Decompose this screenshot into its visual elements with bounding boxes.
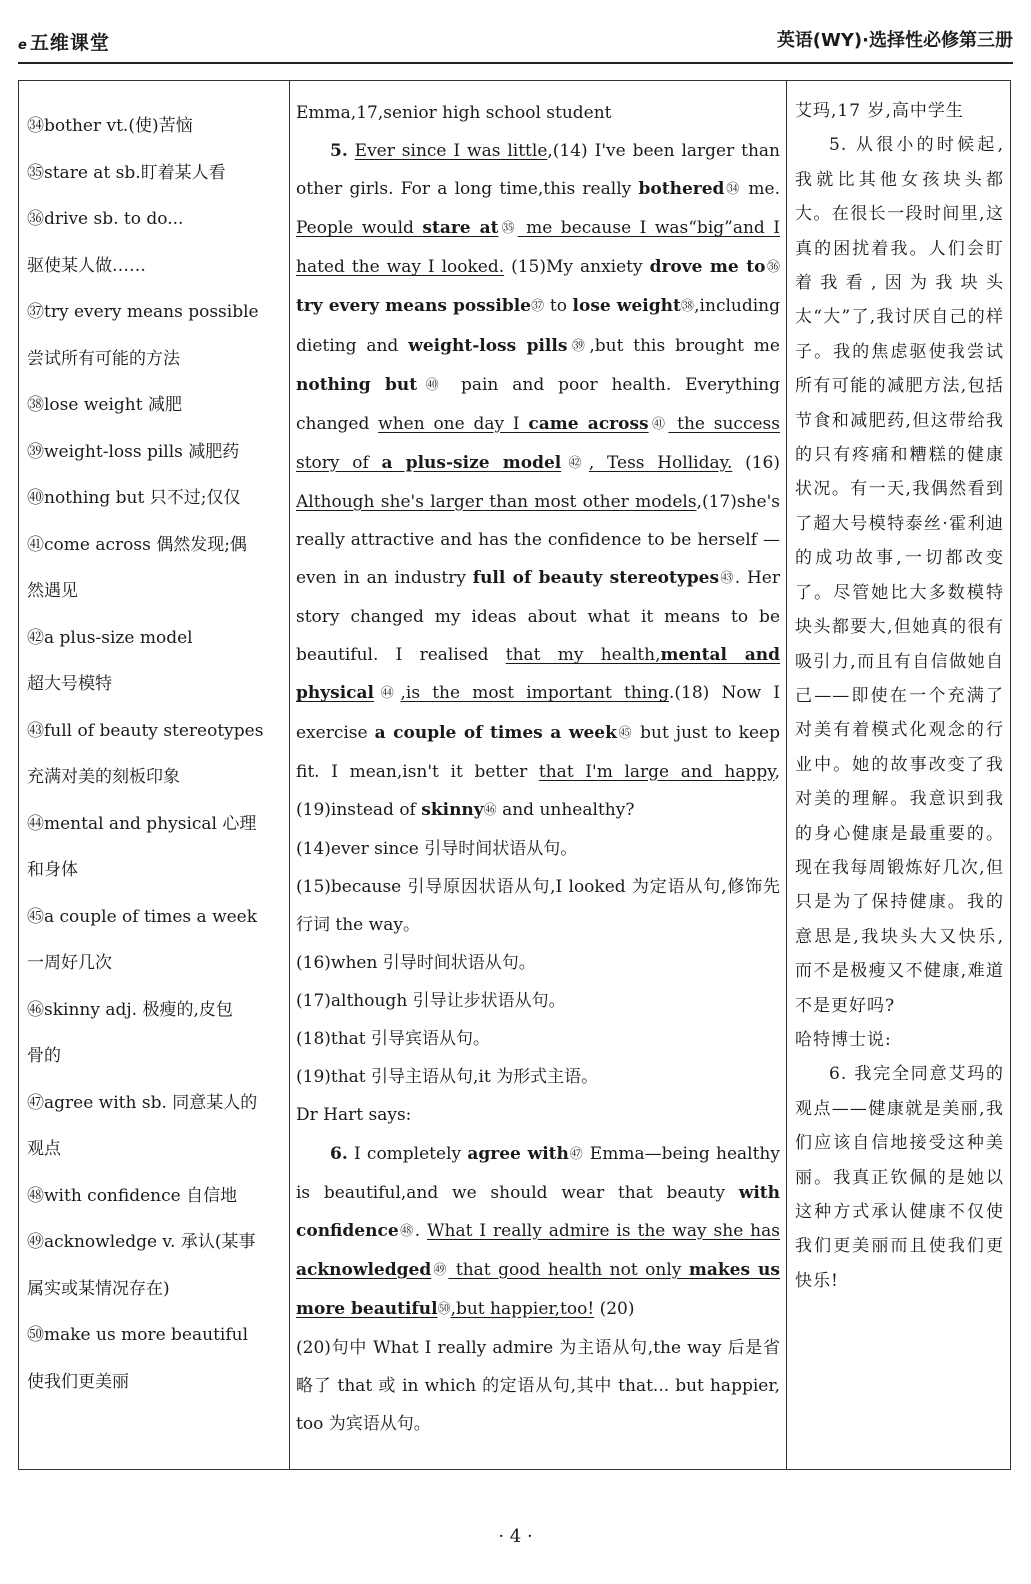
translation-paragraph-5: 5. 从很小的时候起,我就比其他女孩块头都大。在很长一段时间里,这真的困扰着我。人们会盯着我看,因为我块头太“大”了,我讨厌自己的样子。我的焦虑驱使我尝试所有可能的减肥方法,包括节食和减肥药,但这带给我的只有疼痛和糟糕的健康状况。有一天,我偶然看到了超大号模特泰丝·霍利迪的成功故事,一切都改变了。尽管她比大多数模特块头都要大,但她真的很有吸引力,而且有自信做她自己——即使在一个充满了对美有着模式化观念的行业中。她的故事改变了我对美的理解。我意识到我的身心健康是最重要的。现在我每周锻炼好几次,但只是为了保持健康。我的意思是,我块头大又快乐,而不是极瘦又不健康,难道不是更好吗? (795, 135, 1004, 1016)
text-run: that I'm large and happy (538, 761, 775, 782)
vocab-line: ㊱drive sb. to do... (27, 209, 184, 229)
text-run: a plus-size model (381, 452, 562, 473)
paragraph-6 (296, 1135, 780, 1329)
vocab-line: 充满对美的刻板印象 (27, 767, 180, 787)
vocab-ref-marker: ㊱ (765, 260, 780, 276)
vocab-ref-marker: ㊻ (483, 802, 497, 818)
vocab-line: ㊵nothing but 只不过;仅仅 (27, 488, 241, 508)
vocab-line: ㊻skinny adj. 极瘦的,皮包 (27, 999, 233, 1020)
text-run: drove me to (649, 257, 766, 278)
text-run: ,including dieting and (296, 296, 781, 356)
grammar-notes-1 (296, 830, 780, 1097)
grammar-note: (17)although 引导让步状语从句。 (296, 991, 566, 1012)
vocab-line: ㊸full of beauty stereotypes (27, 720, 264, 741)
vocab-line: ㊹mental and physical 心理 (27, 813, 257, 834)
vocab-ref-marker: ㊲ (531, 299, 545, 315)
vocab-ref-marker: ㊴ (567, 338, 590, 354)
vocab-ref-marker: ㊵ (417, 377, 448, 393)
text-run: . Her story changed my ideas about what it means to be beautiful. I realised (296, 568, 780, 666)
vocab-line: ㊼agree with sb. 同意某人的 (27, 1092, 258, 1113)
grammar-note: (20)句中 What I really admire 为主语从句,the way 后是省略了 that 或 in which 的定语从句,其中 that... but happier, too 为宾语从句。 (296, 1338, 780, 1435)
text-run: stare at (422, 218, 499, 239)
vocab-line: 一周好几次 (27, 953, 112, 973)
grammar-note: (16)when 引导时间状语从句。 (296, 953, 536, 974)
text-run: (15)My anxiety (504, 257, 650, 278)
text-run: try every means possible (296, 296, 532, 317)
speaker-dr-hart: Dr Hart says: (296, 1105, 412, 1126)
text-run: lose weight (572, 296, 681, 317)
vocab-ref-marker: ㊹ (373, 686, 401, 702)
chinese-translation-column (787, 81, 1010, 1469)
text-run: that my health, (505, 645, 661, 666)
vocab-ref-marker: ㊸ (719, 571, 735, 587)
text-run: with confidence (296, 1182, 780, 1241)
logo-mark: e (18, 38, 28, 53)
vocab-line: 使我们更美丽 (27, 1371, 129, 1392)
vocab-line: 然遇见 (27, 581, 78, 601)
paragraph-6-number: 6. (330, 1143, 348, 1164)
text-run: bothered (638, 179, 725, 200)
vocab-ref-marker: ㉞ (724, 182, 742, 198)
vocab-line: 骨的 (27, 1046, 61, 1066)
grammar-notes-2 (296, 1329, 780, 1443)
paragraph-5-number: 5. (330, 141, 348, 162)
text-run: makes us more beautiful (296, 1259, 780, 1319)
text-run: that good health not only (448, 1259, 689, 1280)
vocab-line: 驱使某人做…… (27, 255, 146, 276)
grammar-note: (15)because 引导原因状语从句,I looked 为定语从句,修饰先行词 the way。 (296, 876, 780, 935)
text-run: me because I was“big”and I hated the way I looked. (296, 218, 780, 278)
vocab-line: 观点 (27, 1139, 61, 1159)
vocab-ref-marker: ㊶ (648, 416, 669, 432)
text-run: . (414, 1220, 428, 1241)
vocab-ref-marker: ㊽ (398, 1223, 415, 1239)
text-run: nothing but (296, 374, 418, 395)
vocab-line: ㊷a plus-size model (27, 627, 193, 648)
vocab-line: ㊿make us more beautiful (27, 1325, 249, 1345)
speaker-emma: Emma,17,senior high school student (296, 103, 612, 123)
text-run: full of beauty stereotypes (472, 568, 720, 589)
page-header (18, 22, 1013, 56)
vocab-ref-marker: ㊷ (561, 455, 589, 471)
vocab-ref-marker: ㊳ (680, 299, 695, 315)
page-number: · 4 · (498, 1526, 533, 1547)
vocab-line: ㉞bother vt.(使)苦恼 (27, 116, 193, 136)
text-run: What I really admire is the way she has (427, 1220, 780, 1241)
text-run: Emma—being healthy is beautiful,and we should wear that beauty (296, 1143, 780, 1203)
paragraph-5 (296, 132, 780, 830)
text-run: (20) (594, 1298, 635, 1319)
content-table (18, 80, 1011, 1470)
text-run: a couple of times a week (374, 722, 617, 743)
vocab-ref-marker: ㊿ (437, 1301, 451, 1317)
logo-text: 五维课堂 (29, 32, 110, 54)
text-run: ,but this brought me (589, 335, 780, 356)
text-run: mental and physical (296, 645, 781, 704)
vocab-line: 尝试所有可能的方法 (27, 348, 180, 369)
text-run: pain and poor health. Everything changed (296, 374, 780, 434)
translation-speaker-dr-hart: 哈特博士说: (795, 1029, 892, 1050)
translation-speaker-emma: 艾玛,17 岁,高中学生 (795, 101, 964, 121)
text-run: People would (296, 218, 423, 239)
text-run: when one day I (378, 413, 529, 434)
grammar-note: (14)ever since 引导时间状语从句。 (296, 838, 578, 859)
vocab-line: 超大号模特 (27, 674, 112, 694)
vocab-ref-marker: ㉟ (498, 221, 518, 237)
text-run: the success story of (296, 413, 780, 473)
vocab-line: ㊺a couple of times a week (27, 906, 258, 927)
text-run: weight-loss pills (408, 335, 568, 356)
vocab-line: ㊶come across 偶然发现;偶 (27, 534, 247, 555)
book-title: 英语(WY)·选择性必修第三册 (776, 30, 1013, 51)
header-rule (18, 62, 1013, 64)
text-run: Ever since I was little (354, 141, 548, 162)
text-run: to (544, 296, 573, 317)
text-run: ,is the most important thing (400, 683, 670, 704)
text-run: came across (528, 413, 649, 434)
text-run: ,(19)instead of (296, 761, 780, 820)
translation-paragraph-6: 6. 我完全同意艾玛的观点——健康就是美丽,我们应该自信地接受这种美丽。我真正钦佩的是她以这种方式承认健康不仅使我们更美丽而且使我们更快乐! (795, 1064, 1004, 1291)
vocab-line: ㊴weight-loss pills 减肥药 (27, 441, 240, 462)
vocabulary-column (19, 81, 290, 1469)
vocab-ref-marker: ㊾ (431, 1262, 449, 1278)
text-run: agree with (467, 1143, 569, 1164)
text-run: but just to keep fit. I mean,isn't it better (296, 722, 780, 782)
grammar-note: (18)that 引导宾语从句。 (296, 1029, 491, 1050)
vocab-line: ㊳lose weight 减肥 (27, 395, 182, 415)
vocab-line: ㉟stare at sb.盯着某人看 (27, 162, 226, 183)
vocab-line: ㊲try every means possible (27, 302, 259, 322)
text-run: acknowledged (296, 1259, 432, 1280)
text-run: .(18) Now I exercise (296, 683, 780, 743)
grammar-note: (19)that 引导主语从句,it 为形式主语。 (296, 1067, 599, 1088)
vocab-line: 和身体 (27, 860, 78, 880)
text-run: me. (741, 179, 780, 200)
brand-logo (18, 28, 110, 55)
vocab-line: ㊾acknowledge v. 承认(某事 (27, 1232, 256, 1252)
text-run: ,(17)she's really attractive and has the confidence to be herself — even in an industry (296, 491, 780, 589)
text-run: ,but happier,too! (450, 1298, 595, 1319)
english-text-column (290, 81, 787, 1469)
text-run: I completely (347, 1143, 468, 1164)
text-run: skinny (421, 799, 484, 820)
text-run: ,(14) I've been larger than other girls. For a long time,this really (296, 141, 780, 200)
text-run: Although she's larger than most other models (296, 491, 697, 512)
vocab-ref-marker: ㊺ (616, 725, 634, 741)
vocab-line: 属实或某情况存在) (27, 1278, 170, 1299)
text-run: and unhealthy? (496, 799, 635, 820)
text-run: (16) (732, 452, 780, 473)
text-run: , Tess Holliday. (588, 452, 733, 473)
vocab-line: ㊽with confidence 自信地 (27, 1185, 238, 1206)
vocab-ref-marker: ㊼ (568, 1146, 584, 1162)
